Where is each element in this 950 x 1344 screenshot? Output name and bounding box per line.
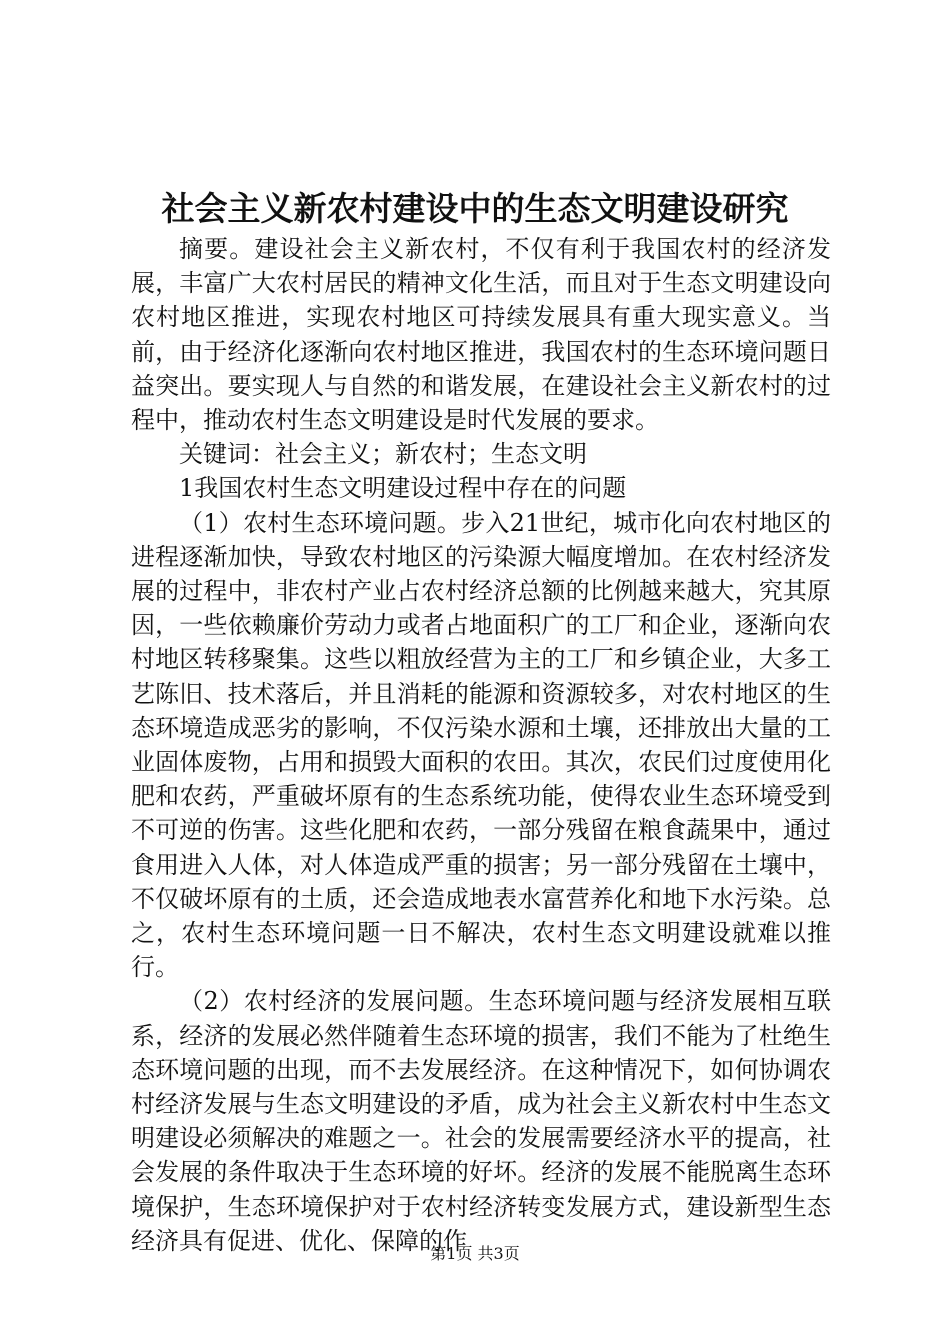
body-paragraph-1: （1）农村生态环境问题。步入21世纪，城市化向农村地区的进程逐渐加快，导致农村地区的污染源大幅度增加。在农村经济发展的过程中，非农村产业占农村经济总额的比例越来越大，究其原因，一些依赖廉价劳动力或者占地面积广的工厂和企业，逐渐向农村地区转移聚集。这些以粗放经营为主的工厂和乡镇企业，大多工艺陈旧、技术落后，并且消耗的能源和资源较多，对农村地区的生态环境造成恶劣的影响，不仅污染水源和土壤，还排放出大量的工业固体废物，占用和损毁大面积的农田。其次，农民们过度使用化肥和农药，严重破坏原有的生态系统功能，使得农业生态环境受到不可逆的伤害。这些化肥和农药，一部分残留在粮食蔬果中，通过食用进入人体，对人体造成严重的损害；另一部分残留在土壤中，不仅破坏原有的土质，还会造成地表水富营养化和地下水污染。总之，农村生态环境问题一日不解决，农村生态文明建设就难以推行。 <box>131 508 831 982</box>
page-footer: 第1页 共3页 <box>430 1244 520 1263</box>
document-body <box>131 232 831 1258</box>
body-paragraph-2: （2）农村经济的发展问题。生态环境问题与经济发展相互联系，经济的发展必然伴随着生态环境的损害，我们不能为了杜绝生态环境问题的出现，而不去发展经济。在这种情况下，如何协调农村经济发展与生态文明建设的矛盾，成为社会主义新农村中生态文明建设必须解决的难题之一。社会的发展需要经济水平的提高，社会发展的条件取决于生态环境的好坏。经济的发展不能脱离生态环境保护，生态环境保护对于农村经济转变发展方式，建设新型生态经济具有促进、优化、保障的作 <box>131 987 831 1255</box>
section-heading: 1我国农村生态文明建设过程中存在的问题 <box>179 474 627 503</box>
document-title: 社会主义新农村建设中的生态文明建设研究 <box>161 189 789 228</box>
abstract-paragraph: 摘要。建设社会主义新农村，不仅有利于我国农村的经济发展，丰富广大农村居民的精神文化生活，而且对于生态文明建设向农村地区推进，实现农村地区可持续发展具有重大现实意义。当前，由于经济化逐渐向农村地区推进，我国农村的生态环境问题日益突出。要实现人与自然的和谐发展，在建设社会主义新农村的过程中，推动农村生态文明建设是时代发展的要求。 <box>131 235 831 435</box>
keywords-paragraph: 关键词：社会主义；新农村；生态文明 <box>179 440 587 469</box>
